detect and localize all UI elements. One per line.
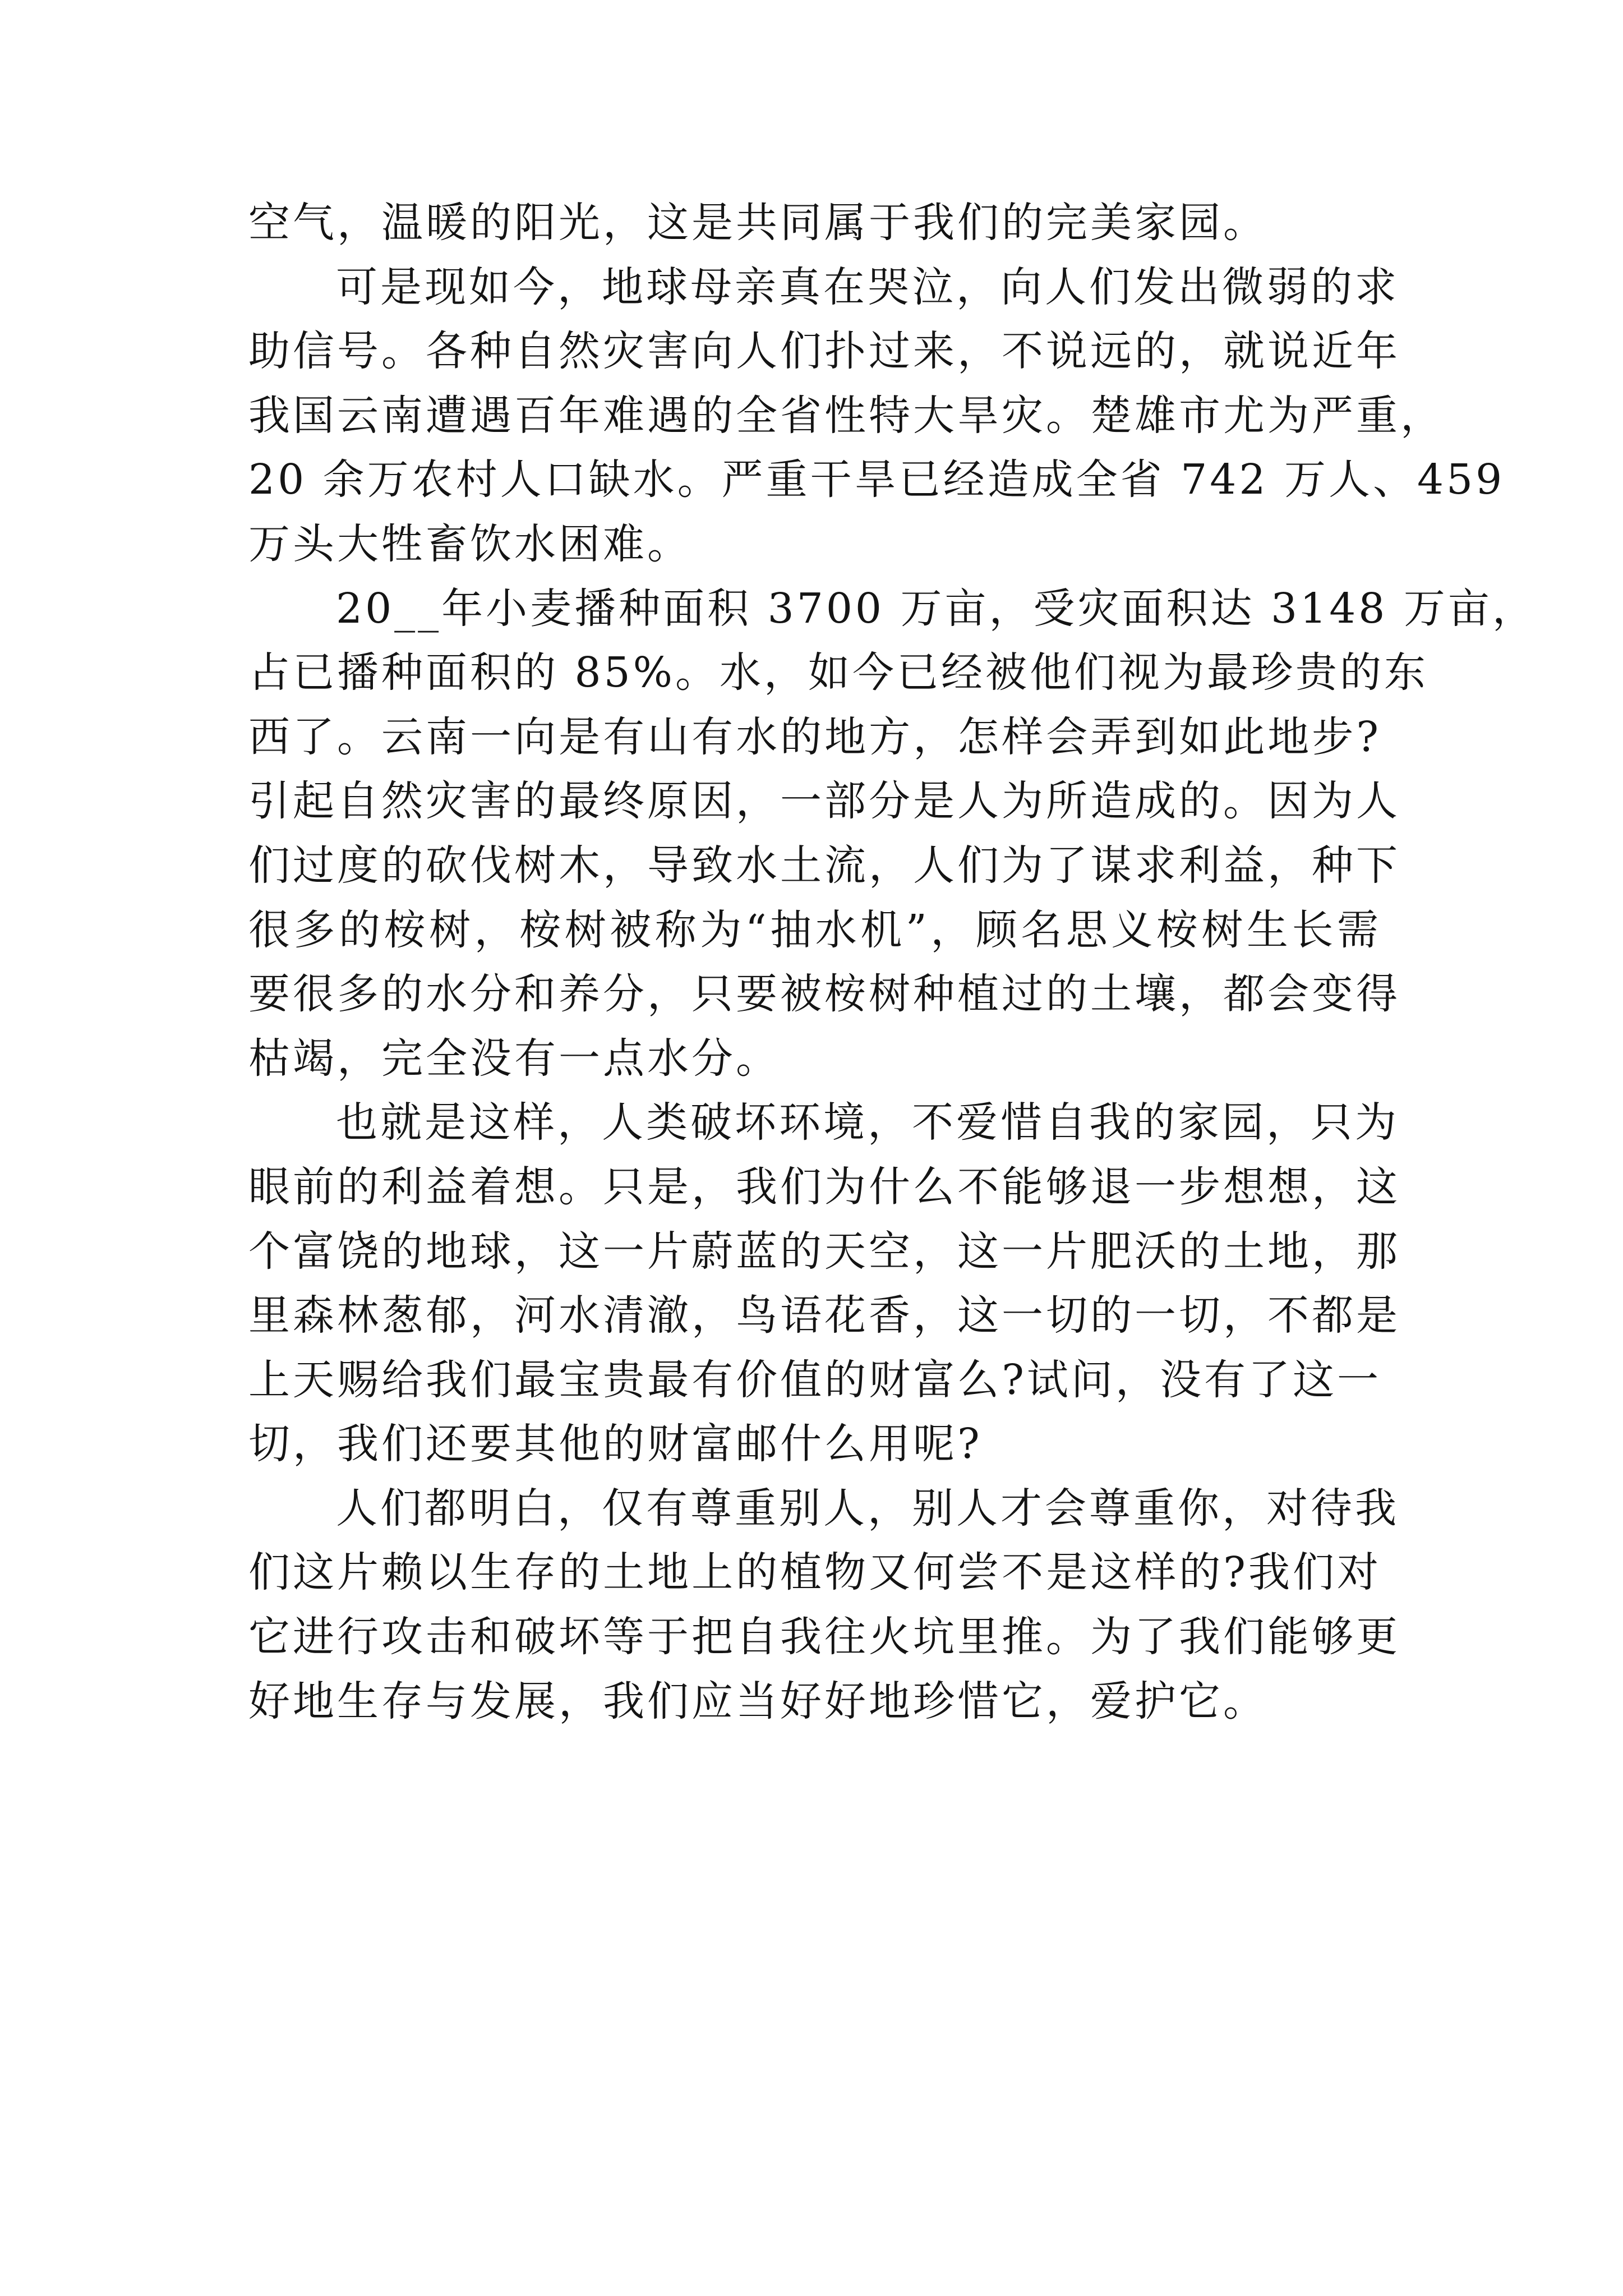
text-line: 引起自然灾害的最终原因，一部分是人为所造成的。因为人 [248,777,1400,826]
text-line: 们这片赖以生存的土地上的植物又何尝不是这样的?我们对 [248,1548,1381,1597]
text-line: 好地生存与发展，我们应当好好地珍惜它，爱护它。 [248,1677,1267,1726]
text-line: 切，我们还要其他的财富邮什么用呢? [248,1420,983,1469]
text-line: 个富饶的地球，这一片蔚蓝的天空，这一片肥沃的土地，那 [248,1227,1400,1276]
text-line: 助信号。各种自然灾害向人们扑过来，不说远的，就说近年 [248,327,1400,376]
text-line: 里森林葱郁，河水清澈，鸟语花香，这一切的一切，不都是 [248,1291,1400,1340]
text-line: 人们都明白，仅有尊重别人，别人才会尊重你，对待我 [336,1484,1399,1533]
paragraph-5 [248,1476,1400,1733]
document-body [248,191,1537,1733]
text-line: 占已播种面积的 85%。水，如今已经被他们视为最珍贵的东 [248,648,1428,697]
text-line: 上天赐给我们最宝贵最有价值的财富么?试问，没有了这一 [248,1355,1381,1404]
paragraph-4 [248,1091,1400,1476]
text-line: 眼前的利益着想。只是，我们为什么不能够退一步想想，这 [248,1162,1400,1211]
text-line: 可是现如今，地球母亲真在哭泣，向人们发出微弱的求 [336,263,1399,311]
text-line: 20__年小麦播种面积 3700 万亩，受灾面积达 3148 万亩， [336,584,1537,633]
text-line: 我国云南遭遇百年难遇的全省性特大旱灾。楚雄市尤为严重， [248,391,1445,440]
text-line: 空气，温暖的阳光，这是共同属于我们的完美家园。 [248,199,1267,247]
text-line: 枯竭，完全没有一点水分。 [248,1034,780,1083]
text-line: 万头大牲畜饮水困难。 [248,519,691,568]
text-line: 它进行攻击和破坏等于把自我往火坑里推。为了我们能够更 [248,1613,1400,1662]
paragraph-2 [248,255,1505,577]
text-line: 也就是这样，人类破坏环境，不爱惜自我的家园，只为 [336,1098,1399,1147]
text-line: 西了。云南一向是有山有水的地方，怎样会弄到如此地步? [248,712,1381,761]
text-line: 要很多的水分和养分，只要被桉树种植过的土壤，都会变得 [248,970,1400,1019]
text-line: 很多的桉树，桉树被称为“抽水机”，顾名思义桉树生长需 [248,905,1381,954]
paragraph-3 [248,577,1537,1091]
text-line: 20 余万农村人口缺水。严重干旱已经造成全省 742 万人、459 [248,455,1505,504]
text-line: 们过度的砍伐树木，导致水土流，人们为了谋求利益，种下 [248,841,1400,890]
paragraph-1 [248,191,1381,255]
